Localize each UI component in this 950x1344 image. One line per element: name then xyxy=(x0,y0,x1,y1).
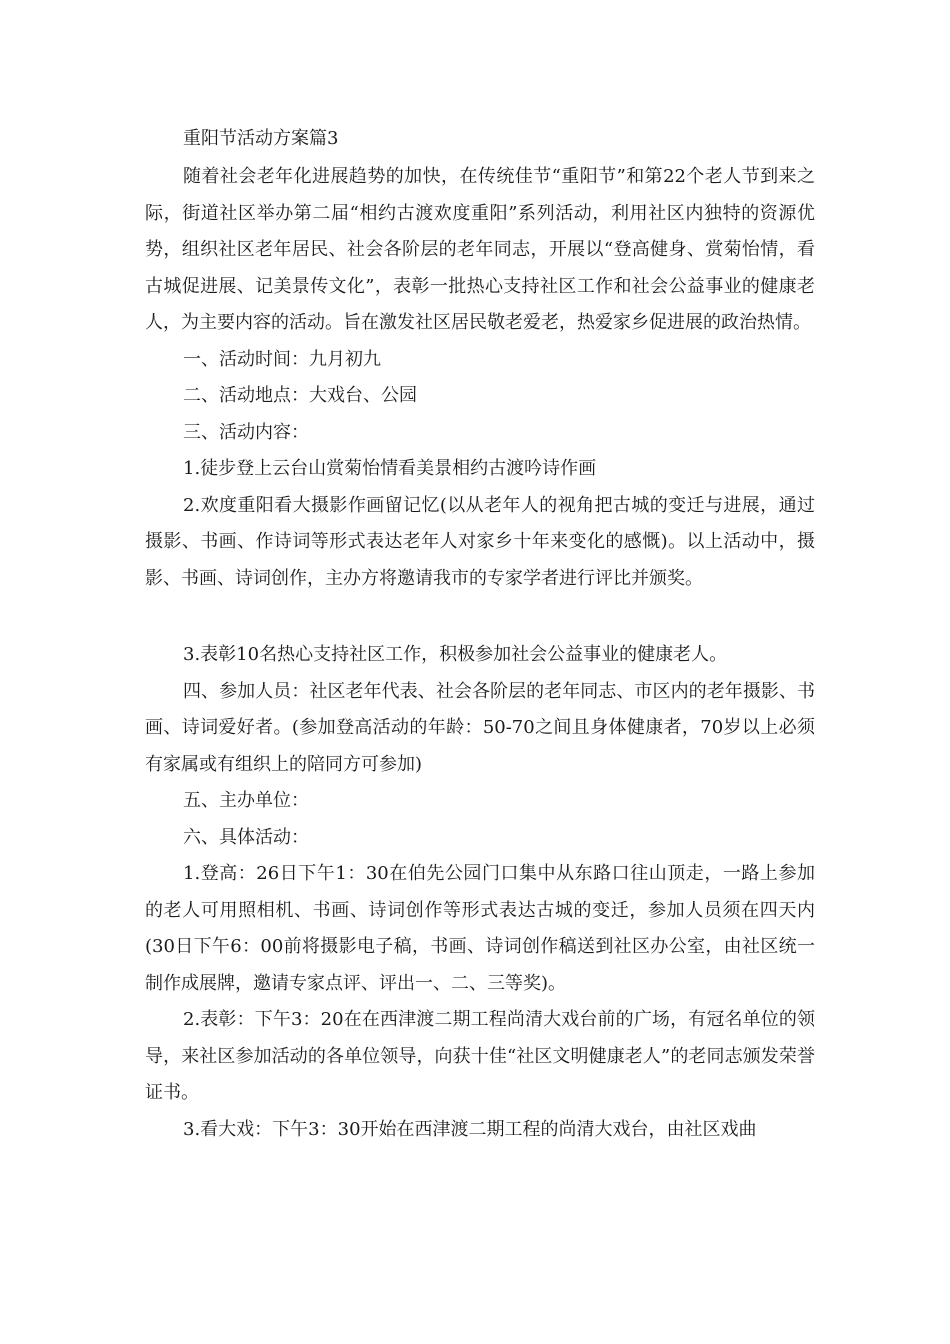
content-item-1: 1.徒步登上云台山赏菊怡情看美景相约古渡吟诗作画 xyxy=(183,458,597,479)
activity-item-3: 3.看大戏：下午3：30开始在西津渡二期工程的尚清大戏台，由社区戏曲 xyxy=(183,1118,757,1140)
activity-item-2: 2.表彰：下午3：20在在西津渡二期工程尚清大戏台前的广场，有冠名单位的领导，来社区参加活动的各单位领导，向获十佳“社区文明健康老人”的老同志颁发荣誉证书。 xyxy=(145,1009,815,1103)
blank-line xyxy=(145,597,815,637)
content-item-2: 2.欢度重阳看大摄影作画留记忆(以从老年人的视角把古城的变迁与进展，通过摄影、书画、作诗词等形式表达老年人对家乡十年来变化的感慨)。以上活动中，摄影、书画、诗词创作，主办方将邀请我市的专家学者进行评比并颁奖。 xyxy=(145,494,815,589)
document-title: 重阳节活动方案篇3 xyxy=(183,128,339,149)
section-participants: 四、参加人员：社区老年代表、社会各阶层的老年同志、市区内的老年摄影、书画、诗词爱好者。(参加登高活动的年龄：50-70之间且身体健康者，70岁以上必须有家属或有组织上的陪同方可参加) xyxy=(145,680,815,775)
document-page xyxy=(145,122,815,1148)
section-time: 一、活动时间：九月初九 xyxy=(183,348,381,370)
activity-item-1: 1.登高：26日下午1：30在伯先公园门口集中从东路口往山顶走，一路上参加的老人可用照相机、书画、诗词创作等形式表达古城的变迁，参加人员须在四天内(30日下午6：00前将摄影电子稿，书画、诗词创作稿送到社区办公室，由社区统一制作成展牌，邀请专家点评、评出一、二、三等奖)。 xyxy=(145,863,815,994)
intro-paragraph: 随着社会老年化进展趋势的加快，在传统佳节“重阳节”和第22个老人节到来之际，街道社区举办第二届“相约古渡欢度重阳”系列活动，利用社区内独特的资源优势，组织社区老年居民、社会各阶层的老年同志，开展以“登高健身、赏菊怡情，看古城促进展、记美景传文化”，表彰一批热心支持社区工作和社会公益事业的健康老人，为主要内容的活动。旨在激发社区居民敬老爱老，热爱家乡促进展的政治热情。 xyxy=(145,166,815,333)
section-place: 二、活动地点：大戏台、公园 xyxy=(183,385,417,406)
section-activities-heading: 六、具体活动： xyxy=(183,826,309,848)
section-organizer: 五、主办单位： xyxy=(183,790,309,811)
content-item-3: 3.表彰10名热心支持社区工作，积极参加社会公益事业的健康老人。 xyxy=(183,644,728,665)
section-content-heading: 三、活动内容： xyxy=(183,421,309,443)
